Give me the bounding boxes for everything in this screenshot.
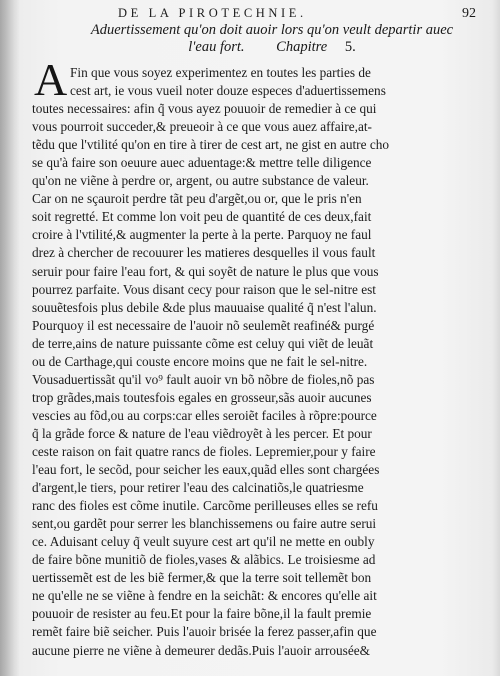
text-line: ce. Aduisant celuy q̃ veult suyure cest art qu'il ne mette en oubly [32,534,375,550]
text-line: ceste raison on fait quatre rancs de fioles. Lepremier,pour y faire [32,443,376,459]
gutter-shadow [0,0,20,676]
text-line: remẽt faire biẽ seicher. Puis l'auoir brisée la ferez passer,afin que [32,624,377,640]
chapter-title-end: l'eau fort. [188,39,245,55]
text-line: pourrez parfaite. Vous disant cecy pour raison que le sel-nitre est [32,281,377,297]
page-number: 92 [462,6,476,21]
text-line: aucune pierre ne viẽne à demeurer dedãs.Puis l'auoir arrousée& [32,642,370,658]
text-line: toutes necessaires: afin q̃ vous ayez pouuoir de remedier à ce qui [32,101,377,117]
text-line: qu'on ne viẽne à perdre or, argent, ou autre substance de valeur. [32,173,369,189]
body-text [32,64,472,660]
text-line: uertissemẽt est de les biẽ fermer,& que la terre soit tellemẽt bon [32,570,372,586]
chapter-label: Chapitre [276,39,328,55]
text-line: Vousaduertissãt qu'il vo⁹ fault auoir vn bõ nõbre de fioles,nõ pas [32,371,375,387]
running-head: DE LA PIROTECHNIE. [118,6,307,20]
text-line: cest art, ie vous vueil noter douze especes d'aduertissemens [70,83,386,99]
text-line: Pourquoy il est necessaire de l'auoir nõ seulemẽt reafiné& purgé [32,317,375,333]
chapter-title-line-2 [76,39,468,56]
text-line: ne qu'elle ne se viẽne à fendre en la seichãt: & encores qu'elle ait [32,588,377,604]
text-line: souuẽtesfois plus debile &de plus mauuaise qualité q̃ n'est l'alun. [32,299,377,315]
text-line: q̃ la grãde force & nature de l'eau viẽdroyẽt à les percer. Et pour [32,425,372,441]
text-line: ranc des fioles est cõme inutile. Carcõme perilleuses elles se refu [32,498,378,514]
text-line: seruir pour faire l'eau fort, & qui soyẽt de nature le plus que vous [32,263,379,279]
text-line: ou de Carthage,qui couste encore moins que ne fait le sel-nitre. [32,353,368,369]
text-line: d'argent,le tiers, pour retirer l'eau des calcinatiõs,le quatriesme [32,480,364,496]
text-line: trop grãdes,mais toutesfois egales en grosseur,sãs auoir aucunes [32,389,372,405]
text-line: vescies au fõd,ou au corps:car elles seroiẽt faciles à rõpre:pource [32,407,377,423]
chapter-heading [76,22,468,56]
text-line: sent,ou gardẽt pour serrer les blanchissemens ou faire autre serui [32,516,377,532]
text-line: drez à chercher de recouurer les matieres desquelles il vous fault [32,245,376,261]
text-line: Fin que vous soyez experimentez en toutes les parties de [70,65,371,80]
text-line: Car on ne sçauroit perdre tãt peu d'argẽt,ou or, que le pris n'en [32,191,362,207]
text-line: soit regretté. Et comme lon voit peu de quantité de ces deux,fait [32,209,372,225]
chapter-title-line-1: Aduertissement qu'on doit auoir lors qu'on veult departir auec [90,22,454,38]
text-line: l'eau fort, le secõd, pour seicher les eaux,quãd elles sont chargées [32,462,380,478]
text-line: de terre,ains de nature puissante cõme est celuy qui viẽt de leuãt [32,335,374,351]
text-line: pouuoir de resister au feu.Et pour la faire bõne,il la fault premie [32,606,372,622]
text-line: se qu'à faire son oeuure auec aduentage:& mettre telle diligence [32,155,372,171]
text-line: de faire bõne munitiõ de fioles,vases & alãbics. Le troisiesme ad [32,552,376,568]
text-line: croire à l'vtilité,& augmenter la perte à la perte. Parquoy ne faul [32,227,372,243]
text-line: tẽdu que l'vtilité qu'on en tire à tirer de cest art, ne gist en autre cho [32,137,390,153]
chapter-number: 5. [344,39,356,55]
text-line: vous pourroit succeder,& preueoir à ce que vous auez affaire,at- [32,119,372,135]
drop-cap-initial: A [34,54,68,105]
